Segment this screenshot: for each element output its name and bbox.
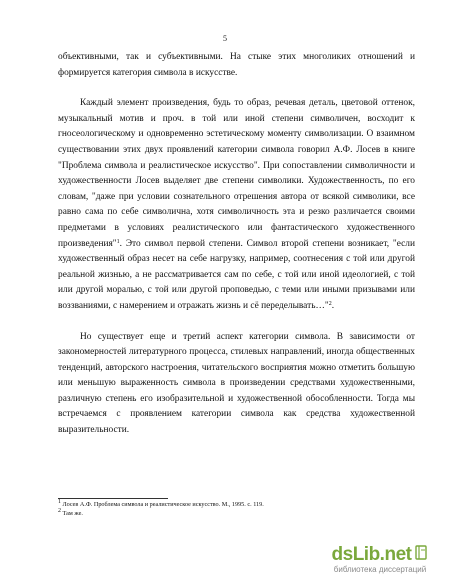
watermark-brand: dsLib.net (331, 544, 412, 565)
book-icon (415, 545, 428, 560)
paragraph (58, 50, 415, 81)
watermark-caption: библиотека диссертаций (333, 565, 427, 574)
footnote-number: 2 (58, 507, 61, 514)
paragraph-text: . (331, 300, 335, 311)
watermark-logo (320, 544, 440, 566)
footnote-ref: 1 (116, 238, 120, 245)
footnote (58, 507, 415, 519)
paragraph-text: . Это символ первой степени. Символ второй степени возникает, "если художественный образ несет на себе нагрузку, например, соотнесения с той или другой реальной жизнью, а не рассматривается сам по себе, с той или иной идеологией, с той или другой моралью, с той или другой проповедью, с теми или иными призывами или воззваниями, с намерением и отражать жизнь и сё переделывать…" (58, 238, 415, 311)
footnotes (58, 501, 415, 518)
page-number: 5 (223, 34, 227, 43)
paragraph-text: Каждый элемент произведения, будь то образ, речевая деталь, цветовой оттенок, музыкальный мотив и проч. в той или иной степени символичен, восходит к гносеологическому и одновременно эстетическому моменту символизации. О взаимном существовании этих двух проявлений категории символа говорил А.Ф. Лосев в книге "Проблема символа и реалистическое искусство". При сопоставлении символичности и художественности Лосев выделяет две степени символики. Художественность, по его словам, "даже при условии сознательного отрешения автора от всякой символики, все равно сама по себе символична, хотя символичность эта и резко различается своими предметами в условиях реалистического или фантастического художественного произведения" (58, 98, 415, 249)
paragraph (58, 96, 415, 314)
watermark (320, 544, 440, 574)
footnote-number: 1 (58, 499, 61, 505)
footnote-text: Там же. (61, 509, 83, 517)
footnote-divider (58, 498, 168, 499)
paragraph-text: объективными, так и субъективными. На стыке этих многоликих отношений и формируется категория символа в искусстве. (58, 52, 415, 78)
body-text (58, 50, 415, 439)
footnote-text: Лосев А.Ф. Проблема символа и реалистическое искусство. М., 1995. с. 119. (61, 501, 264, 508)
paragraph-text: Но существует еще и третий аспект категории символа. В зависимости от закономерностей литературного процесса, стилевых направлений, иногда общественных тенденций, авторского настроения, читательского восприятия можно отметить большую или меньшую выраженность символа в произведении средствами художественными, различную степень его изобразительной и художественной обособленности. Тогда мы встречаемся с проявлением категории символа как средства художественной выразительности. (58, 331, 415, 436)
footnote-ref: 2 (328, 300, 332, 307)
paragraph (58, 330, 415, 439)
footnote (58, 501, 415, 510)
